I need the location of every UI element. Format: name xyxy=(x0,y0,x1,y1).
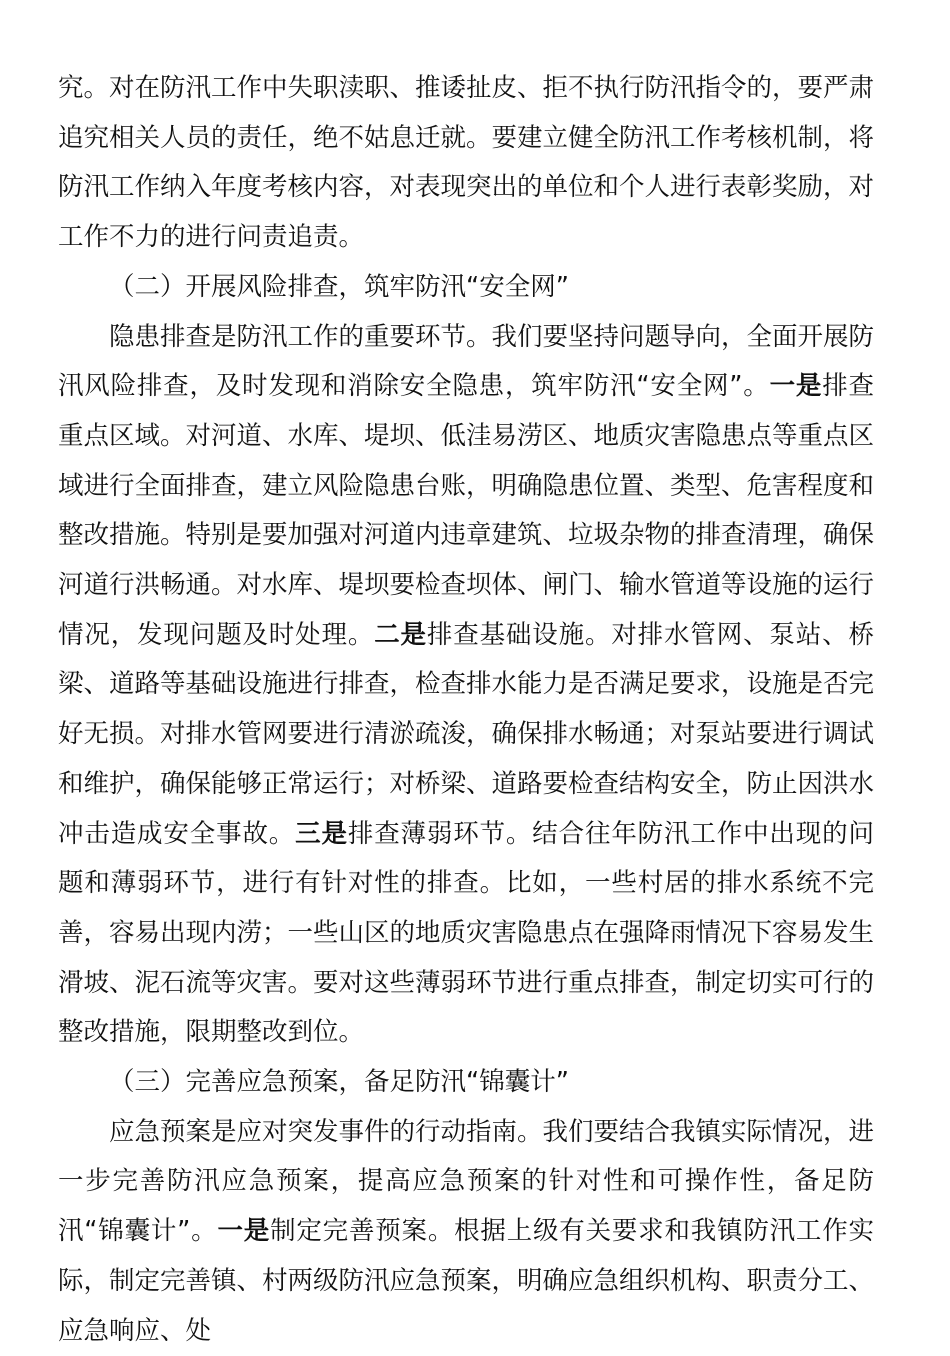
paragraph-2-point2-text: 排查基础设施。对排水管网、泵站、桥梁、道路等基础设施进行排查，检查排水能力是否满足要求，设施是否完好无损。对排水管网要进行清淤疏浚，确保排水畅通；对泵站要进行调试和维护，确保能够正常运行；对桥梁、道路要检查结构安全，防止因洪水冲击造成安全事故。 xyxy=(58,619,875,849)
paragraph-2-point1-text: 排查重点区域。对河道、水库、堤坝、低洼易涝区、地质灾害隐患点等重点区域进行全面排查，建立风险隐患台账，明确隐患位置、类型、危害程度和整改措施。特别是要加强对河道内违章建筑、垃圾杂物的排查清理，确保河道行洪畅通。对水库、堤坝要检查坝体、闸门、输水管道等设施的运行情况，发现问题及时处理。 xyxy=(58,371,875,650)
paragraph-1 xyxy=(58,64,874,263)
paragraph-2-point1-label: 一是 xyxy=(769,371,823,402)
paragraph-3 xyxy=(58,1108,874,1356)
paragraph-2 xyxy=(58,313,874,1059)
paragraph-3-point1-label: 一是 xyxy=(217,1216,271,1247)
section-heading-3: （三）完善应急预案，备足防汛“锦囊计” xyxy=(109,1067,569,1098)
paragraph-2-point3-text: 排查薄弱环节。结合往年防汛工作中出现的问题和薄弱环节，进行有针对性的排查。比如，一些村居的排水系统不完善，容易出现内涝；一些山区的地质灾害隐患点在强降雨情况下容易发生滑坡、泥石流等灾害。要对这些薄弱环节进行重点排查，制定切实可行的整改措施，限期整改到位。 xyxy=(58,818,875,1048)
paragraph-3-intro: 应急预案是应对突发事件的行动指南。我们要结合我镇实际情况，进一步完善防汛应急预案，提高应急预案的针对性和可操作性，备足防汛“锦囊计”。 xyxy=(58,1116,875,1247)
paragraph-2-intro: 隐患排查是防汛工作的重要环节。我们要坚持问题导向，全面开展防汛风险排查，及时发现和消除安全隐患，筑牢防汛“安全网”。 xyxy=(58,321,875,402)
document-page xyxy=(58,64,874,1356)
paragraph-1-text: 究。对在防汛工作中失职渎职、推诿扯皮、拒不执行防汛指令的，要严肃追究相关人员的责任，绝不姑息迁就。要建立健全防汛工作考核机制，将防汛工作纳入年度考核内容，对表现突出的单位和个人进行表彰奖励，对工作不力的进行问责追责。 xyxy=(58,73,875,253)
paragraph-2-point3-label: 三是 xyxy=(295,818,348,849)
section-heading-2: （二）开展风险排查，筑牢防汛“安全网” xyxy=(109,271,569,302)
paragraph-2-point2-label: 二是 xyxy=(374,619,427,650)
paragraph-3-point1-text: 制定完善预案。根据上级有关要求和我镇防汛工作实际，制定完善镇、村两级防汛应急预案，明确应急组织机构、职责分工、应急响应、处 xyxy=(58,1216,875,1346)
